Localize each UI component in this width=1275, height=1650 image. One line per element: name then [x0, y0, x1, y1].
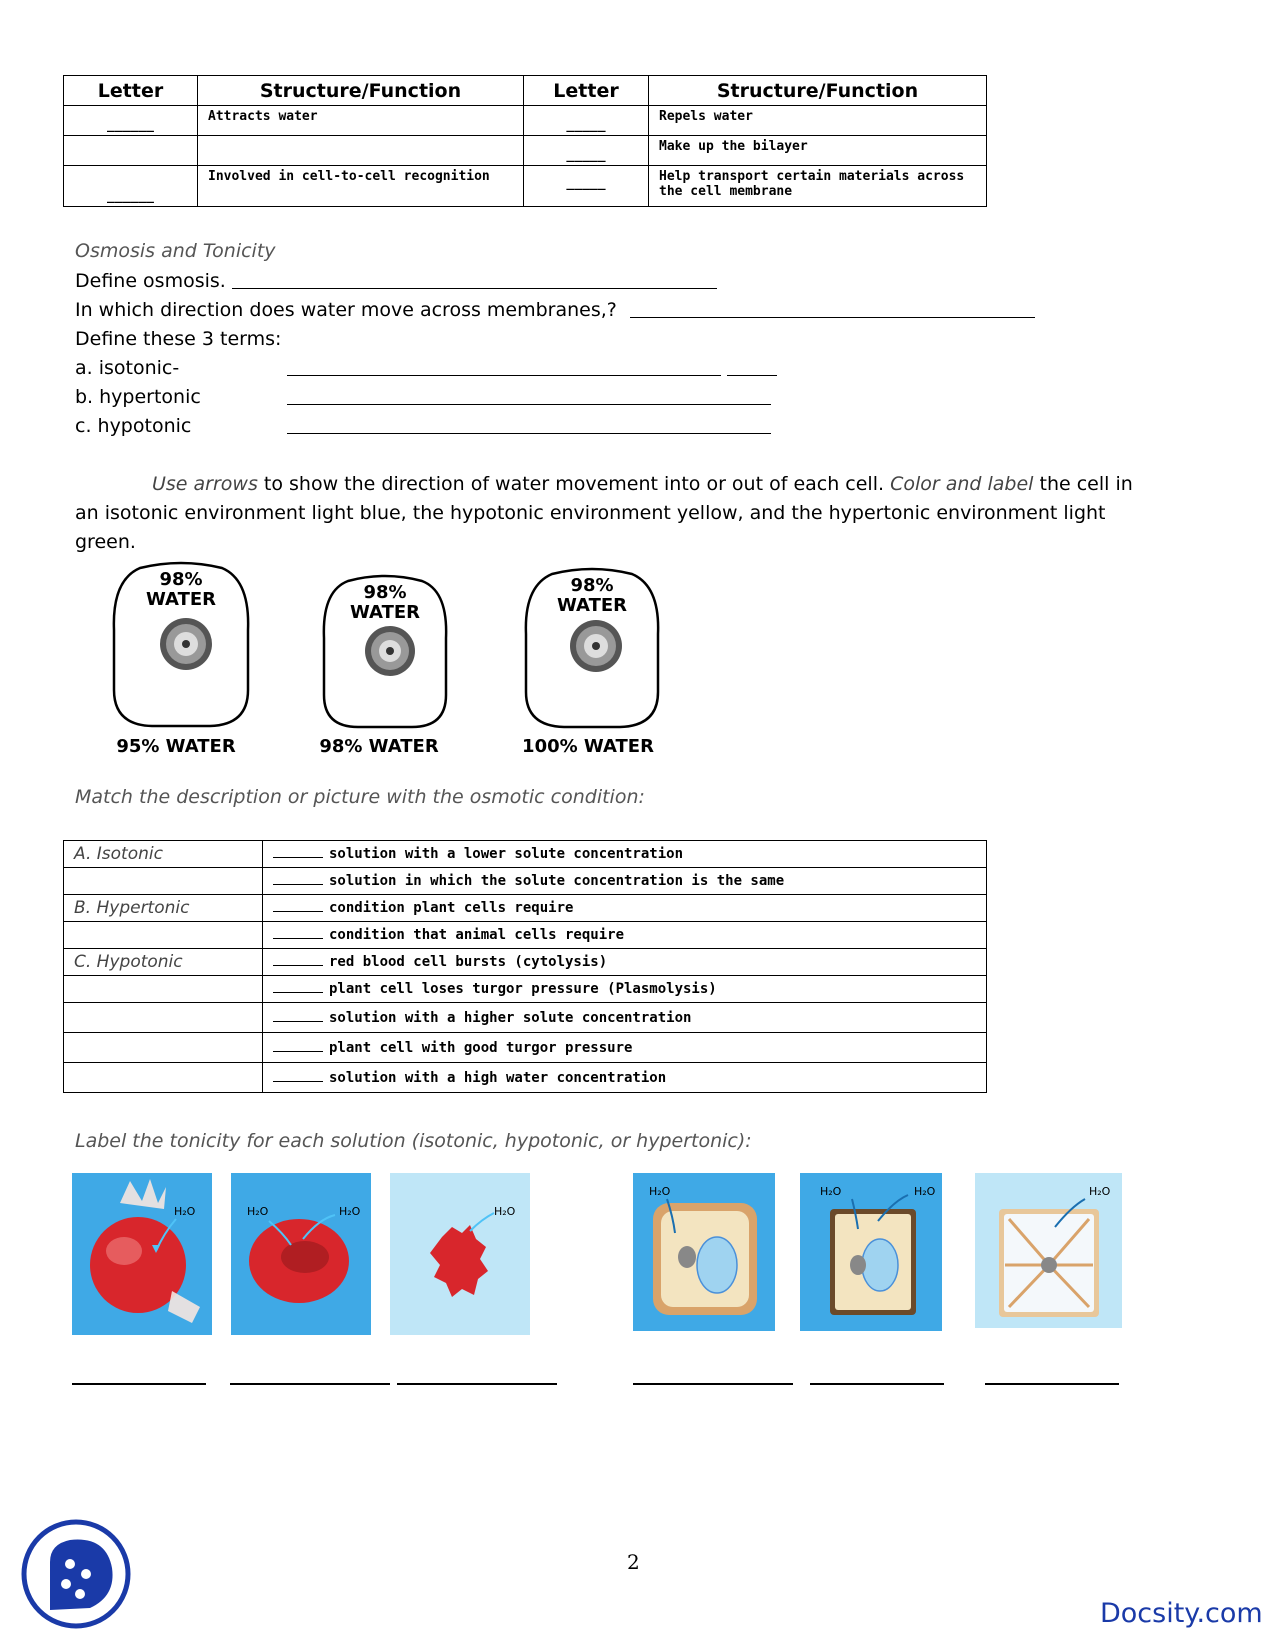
condition-cell — [64, 1003, 263, 1033]
description-text: condition that animal cells require — [329, 927, 625, 943]
instruction-emphasis: Color and label — [890, 473, 1034, 495]
cell-diagram-3 — [522, 566, 662, 730]
header-structure-1: Structure/Function — [198, 76, 524, 106]
term-hypertonic: b. hypertonic — [75, 386, 201, 408]
description-cell — [263, 976, 987, 1003]
term-hypotonic: c. hypotonic — [75, 415, 192, 437]
cell-inside-percent: 98% — [159, 569, 203, 590]
cell-outside-label: 98% WATER — [319, 736, 439, 757]
letter-blank[interactable]: _____ — [524, 106, 649, 136]
structure-text: Help transport certain materials across the cell membrane — [649, 166, 987, 207]
description-cell — [263, 1063, 987, 1093]
table-row — [64, 868, 987, 895]
structure-text: Make up the bilayer — [649, 136, 987, 166]
h2o-label: H₂O — [247, 1205, 269, 1218]
header-structure-2: Structure/Function — [649, 76, 987, 106]
condition-cell: C. Hypotonic — [64, 949, 263, 976]
docsity-brand[interactable]: Docsity.com — [1100, 1598, 1263, 1629]
match-heading: Match the description or picture with the osmotic condition: — [75, 786, 645, 808]
condition-cell — [64, 922, 263, 949]
structure-text: Involved in cell-to-cell recognition — [198, 166, 524, 207]
answer-line[interactable] — [630, 317, 1035, 318]
answer-blank[interactable] — [273, 1010, 323, 1022]
condition-cell — [64, 1033, 263, 1063]
description-cell — [263, 895, 987, 922]
cell-inside-percent: 98% — [570, 575, 614, 596]
plant-flaccid-tile — [800, 1173, 942, 1331]
description-text: plant cell with good turgor pressure — [329, 1039, 633, 1056]
question-water-direction: In which direction does water move across membranes,? — [75, 299, 617, 321]
description-text: plant cell loses turgor pressure (Plasmolysis) — [329, 981, 717, 997]
shriveled-red-blood-cell-icon — [390, 1173, 530, 1335]
cell-inside-water: WATER — [556, 595, 627, 616]
answer-blank[interactable] — [273, 873, 323, 885]
description-text: solution with a high water concentration — [329, 1069, 667, 1086]
arrows-instructions — [75, 470, 1135, 557]
h2o-label: H₂O — [820, 1185, 842, 1198]
description-text: red blood cell bursts (cytolysis) — [329, 954, 608, 970]
page-number: 2 — [627, 1550, 640, 1574]
cell-inside-percent: 98% — [363, 582, 407, 603]
h2o-label: H₂O — [339, 1205, 361, 1218]
table-row — [64, 1003, 987, 1033]
table-row — [64, 1063, 987, 1093]
structure-text: Attracts water — [198, 106, 524, 136]
h2o-label: H₂O — [1089, 1185, 1111, 1198]
instruction-emphasis: Use arrows — [152, 473, 258, 495]
cell-inside-water: WATER — [145, 589, 216, 610]
condition-cell: B. Hypertonic — [64, 895, 263, 922]
rbc-crenated-tile — [390, 1173, 530, 1335]
cell-diagram-1 — [110, 560, 252, 730]
docsity-logo-icon — [20, 1518, 132, 1630]
description-text: solution with a lower solute concentration — [329, 846, 684, 862]
description-cell — [263, 841, 987, 868]
tonicity-answer-line[interactable] — [633, 1383, 793, 1385]
structure-text — [198, 136, 524, 166]
answer-blank[interactable] — [273, 954, 323, 966]
red-blood-cell-icon — [231, 1173, 371, 1335]
turgid-plant-cell-icon — [633, 1173, 775, 1331]
description-cell — [263, 949, 987, 976]
table-row — [64, 136, 987, 166]
description-text: condition plant cells require — [329, 900, 574, 916]
answer-blank[interactable] — [273, 1070, 323, 1082]
table-row — [64, 949, 987, 976]
instruction-text: to show the direction of water movement into or out of each cell. — [257, 473, 891, 495]
answer-line[interactable] — [287, 375, 721, 376]
description-cell — [263, 1033, 987, 1063]
table-row — [64, 895, 987, 922]
h2o-label: H₂O — [914, 1185, 936, 1198]
answer-blank[interactable] — [273, 981, 323, 993]
plasmolyzed-plant-cell-icon — [975, 1173, 1122, 1328]
description-text: solution in which the solute concentration is the same — [329, 873, 785, 889]
rbc-normal-tile — [231, 1173, 371, 1335]
osmosis-heading: Osmosis and Tonicity — [75, 240, 276, 262]
burst-red-blood-cell-icon — [72, 1173, 212, 1335]
plant-turgid-tile — [633, 1173, 775, 1331]
flaccid-plant-cell-icon — [800, 1173, 942, 1331]
docsity-logo — [20, 1518, 132, 1630]
description-cell — [263, 922, 987, 949]
table-row — [64, 166, 987, 207]
structure-function-table — [63, 75, 987, 207]
cell-inside-water: WATER — [349, 602, 420, 623]
answer-line[interactable] — [727, 375, 777, 376]
tonicity-heading: Label the tonicity for each solution (isotonic, hypotonic, or hypertonic): — [75, 1130, 752, 1152]
letter-blank[interactable]: ______ — [64, 166, 198, 207]
plant-plasmolyzed-tile — [975, 1173, 1122, 1328]
description-text: solution with a higher solute concentration — [329, 1009, 692, 1026]
condition-cell — [64, 868, 263, 895]
h2o-label: H₂O — [174, 1205, 196, 1218]
condition-cell: A. Isotonic — [64, 841, 263, 868]
header-letter-1: Letter — [64, 76, 198, 106]
description-cell — [263, 868, 987, 895]
description-cell — [263, 1003, 987, 1033]
table-row — [64, 976, 987, 1003]
cell-outside-label: 95% WATER — [116, 736, 236, 757]
answer-blank[interactable] — [273, 900, 323, 912]
answer-blank[interactable] — [273, 846, 323, 858]
answer-line[interactable] — [287, 433, 771, 434]
cell-outside-label: 100% WATER — [522, 736, 654, 757]
answer-blank[interactable] — [273, 1040, 323, 1052]
tonicity-answer-line[interactable] — [230, 1383, 390, 1385]
tonicity-answer-line[interactable] — [985, 1383, 1119, 1385]
condition-cell — [64, 976, 263, 1003]
letter-blank[interactable] — [64, 136, 198, 166]
h2o-label: H₂O — [494, 1205, 516, 1218]
rbc-lysed-tile — [72, 1173, 212, 1335]
h2o-label: H₂O — [649, 1185, 671, 1198]
table-row — [64, 106, 987, 136]
answer-blank[interactable] — [273, 927, 323, 939]
instruction-text: the cell in an isotonic environment light blue, the hypotonic environment yellow, and the hypertonic environment light green. — [75, 473, 1133, 553]
answer-line[interactable] — [232, 288, 717, 289]
tonicity-answer-line[interactable] — [397, 1383, 557, 1385]
condition-cell — [64, 1063, 263, 1093]
cell-diagram-2 — [320, 573, 450, 730]
question-define-terms: Define these 3 terms: — [75, 328, 282, 350]
table-row — [64, 1033, 987, 1063]
question-define-osmosis: Define osmosis. — [75, 270, 226, 292]
letter-blank[interactable]: _____ — [524, 166, 649, 207]
tonicity-answer-line[interactable] — [72, 1383, 206, 1385]
table-row — [64, 922, 987, 949]
letter-blank[interactable]: _____ — [524, 136, 649, 166]
table-row — [64, 841, 987, 868]
answer-line[interactable] — [287, 404, 771, 405]
osmotic-condition-table — [63, 840, 987, 1093]
term-isotonic: a. isotonic- — [75, 357, 180, 379]
tonicity-answer-line[interactable] — [810, 1383, 944, 1385]
letter-blank[interactable]: ______ — [64, 106, 198, 136]
structure-text: Repels water — [649, 106, 987, 136]
header-letter-2: Letter — [524, 76, 649, 106]
